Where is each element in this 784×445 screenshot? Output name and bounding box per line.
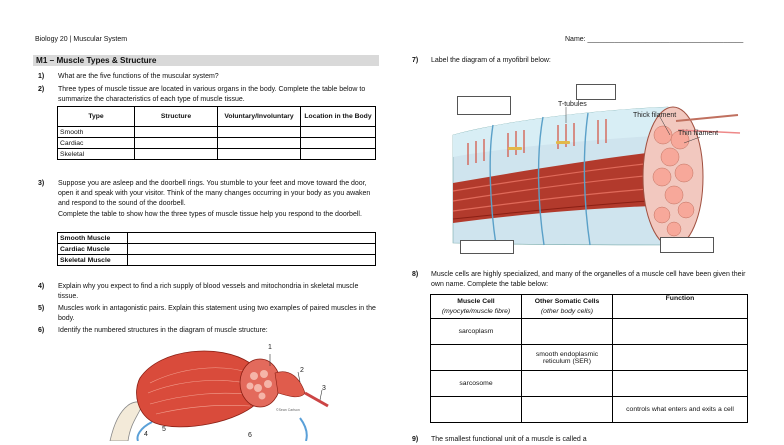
col-type: Type: [58, 107, 135, 127]
diagram-number-4: 4: [144, 431, 148, 438]
table-cell[interactable]: [135, 138, 218, 149]
name-field[interactable]: Name: ________________________________________: [565, 36, 744, 43]
q9-number: 9): [412, 436, 419, 443]
table-cell[interactable]: [301, 127, 376, 138]
label-box-1[interactable]: [457, 96, 511, 115]
muscle-structure-diagram: [100, 338, 340, 441]
col-structure: Structure: [135, 107, 218, 127]
table-cell[interactable]: [301, 138, 376, 149]
thin-filament-label: Thin filament: [678, 130, 719, 137]
col-location: Location in the Body: [301, 107, 376, 127]
table-cell[interactable]: [128, 255, 376, 266]
cell-membrane-function: controls what enters and exits a cell: [613, 397, 748, 423]
q9-text: The smallest functional unit of a muscle is called a: [431, 436, 587, 443]
row-cardiac-muscle: Cardiac Muscle: [58, 244, 128, 255]
q2-number: 2): [38, 86, 45, 93]
muscle-types-table: [57, 106, 376, 160]
q2-text: Three types of muscle tissue are located in various organs in the body. Complete the table below to summarize the characteristics of each type of muscle tissue.: [58, 86, 366, 103]
table-cell[interactable]: [613, 319, 748, 345]
diagram-number-3: 3: [322, 385, 326, 392]
label-box-2[interactable]: [576, 84, 616, 100]
q4-number: 4): [38, 283, 45, 290]
q5-number: 5): [38, 305, 45, 312]
table-cell[interactable]: [218, 149, 301, 160]
col-other-cells: [522, 295, 613, 319]
table-cell[interactable]: [522, 397, 613, 423]
cell-sarcoplasm: sarcoplasm: [431, 319, 522, 345]
col-other-cells-sub: (other body cells): [540, 307, 594, 315]
table-cell[interactable]: [613, 371, 748, 397]
organelles-table: [430, 294, 748, 423]
q3-text: Suppose you are asleep and the doorbell rings. You stumble to your feet and move toward the door, open it and speak with your visitor. Think of the many changes occurring in your body as you awaken and respond to the sound of the doorbell.: [58, 180, 371, 207]
diagram-number-6: 6: [248, 432, 252, 439]
table-cell[interactable]: [218, 127, 301, 138]
diagram-credit: ©Sean Carlson: [276, 408, 300, 412]
section-title: M1 – Muscle Types & Structure: [33, 55, 379, 66]
q3-text2: Complete the table to show how the three types of muscle tissue help you respond to the doorbell.: [58, 211, 362, 218]
q3-number: 3): [38, 180, 45, 187]
q7-text: Label the diagram of a myofibril below:: [431, 57, 551, 64]
col-other-cells-title: Other Somatic Cells: [534, 297, 600, 305]
q8-text: Muscle cells are highly specialized, and many of the organelles of a muscle cell have been given their own name. Complete the table below:: [431, 271, 746, 288]
col-function: Function: [613, 295, 748, 319]
row-skeletal-muscle: Skeletal Muscle: [58, 255, 128, 266]
q8-number: 8): [412, 271, 419, 278]
table-cell[interactable]: [128, 233, 376, 244]
q1-number: 1): [38, 73, 45, 80]
table-cell[interactable]: [128, 244, 376, 255]
diagram-number-5: 5: [162, 426, 166, 433]
q4-text: Explain why you expect to find a rich supply of blood vessels and mitochondria in skeletal muscle tissue.: [58, 283, 359, 300]
myofibril-diagram: [448, 95, 744, 260]
col-muscle-cell-sub: (myocyte/muscle fibre): [441, 307, 511, 315]
table-cell[interactable]: [522, 371, 613, 397]
row-skeletal: Skeletal: [58, 149, 135, 160]
diagram-number-2: 2: [300, 367, 304, 374]
q7-number: 7): [412, 57, 419, 64]
table-cell[interactable]: [613, 345, 748, 371]
cell-ser: smooth endoplasmic reticulum (SER): [522, 345, 613, 371]
q5-text: Muscles work in antagonistic pairs. Explain this statement using two examples of paired muscles in the body.: [58, 305, 376, 322]
row-smooth-muscle: Smooth Muscle: [58, 233, 128, 244]
q6-number: 6): [38, 327, 45, 334]
thick-filament-label: Thick filament: [633, 112, 677, 119]
t-tubules-label: T-tubules: [558, 101, 587, 108]
cell-sarcosome: sarcosome: [431, 371, 522, 397]
q6-text: Identify the numbered structures in the diagram of muscle structure:: [58, 327, 268, 334]
col-voluntary: Voluntary/Involuntary: [218, 107, 301, 127]
table-cell[interactable]: [218, 138, 301, 149]
q1-text: What are the five functions of the muscular system?: [58, 73, 219, 80]
label-box-3[interactable]: [460, 240, 514, 254]
row-smooth: Smooth: [58, 127, 135, 138]
diagram-number-1: 1: [268, 344, 272, 351]
row-cardiac: Cardiac: [58, 138, 135, 149]
col-muscle-cell-title: Muscle Cell: [457, 297, 495, 305]
course-header: Biology 20 | Muscular System: [35, 36, 128, 43]
response-table: [57, 232, 376, 266]
table-cell[interactable]: [135, 149, 218, 160]
table-cell[interactable]: [522, 319, 613, 345]
table-cell[interactable]: [301, 149, 376, 160]
table-cell[interactable]: [431, 397, 522, 423]
col-muscle-cell: [431, 295, 522, 319]
label-box-4[interactable]: [660, 237, 714, 253]
table-cell[interactable]: [431, 345, 522, 371]
table-cell[interactable]: [135, 127, 218, 138]
